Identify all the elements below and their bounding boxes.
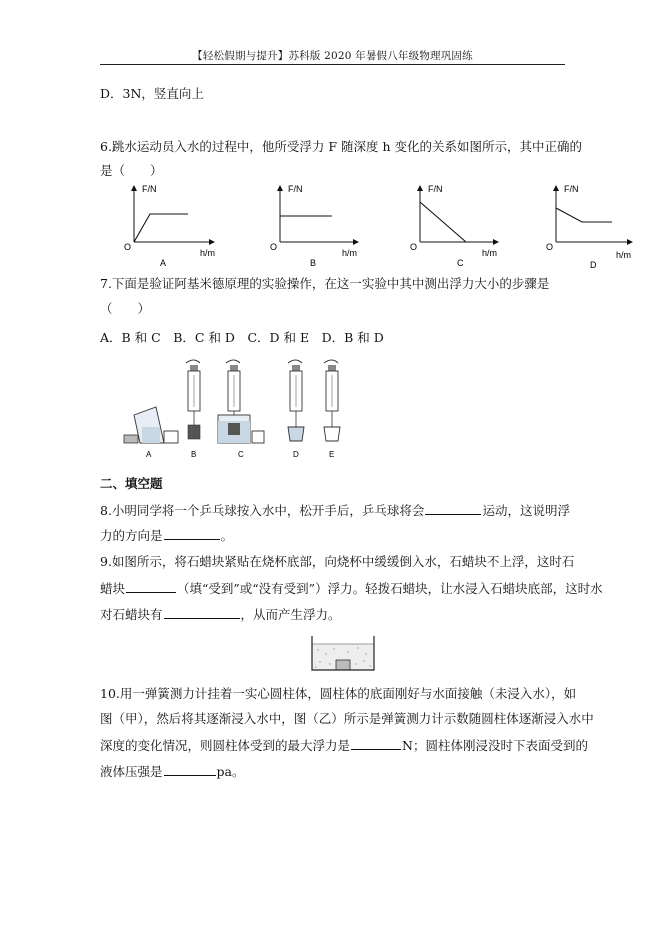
q8-line1-a: 8.小明同学将一个乒乓球按入水中，松开手后，乒乓球将会 bbox=[100, 503, 425, 518]
fig-d-scale-with-water-cup bbox=[288, 360, 304, 459]
q10-line4-a: 液体压强是 bbox=[100, 764, 163, 779]
graph-b-label: B bbox=[310, 258, 317, 268]
q10-line3-b: N；圆柱体刚浸没时下表面受到的 bbox=[402, 738, 588, 753]
q7-line2: （ ） bbox=[100, 301, 151, 316]
graph-a-label: A bbox=[160, 258, 167, 268]
graph-c-origin: O bbox=[410, 242, 418, 252]
graph-d-y-axis: F/N bbox=[564, 184, 579, 194]
q8-blank-1[interactable] bbox=[425, 502, 481, 515]
q10-line3-a: 深度的变化情况，则圆柱体受到的最大浮力是 bbox=[100, 738, 351, 753]
q10-line3 bbox=[100, 737, 588, 754]
q10-line1: 10.用一弹簧测力计挂着一实心圆柱体，圆柱体的底面刚好与水面接触（未浸入水），如 bbox=[100, 686, 577, 701]
q8-line1 bbox=[100, 502, 570, 519]
graph-c-x-axis: h/m bbox=[482, 248, 498, 258]
q9-line3-a: 对石蜡块有 bbox=[100, 607, 163, 622]
fig-label-b: B bbox=[191, 450, 197, 459]
graph-b-origin: O bbox=[270, 242, 278, 252]
q6-graphs bbox=[120, 180, 640, 272]
graph-d-label: D bbox=[590, 260, 597, 270]
fig-a-overflow-setup bbox=[124, 407, 178, 459]
q9-line2 bbox=[100, 580, 603, 597]
q9-line3 bbox=[100, 606, 341, 623]
q9-blank-1[interactable] bbox=[126, 580, 176, 593]
q7-options: A．B 和 C B．C 和 D C．D 和 E D．B 和 D bbox=[100, 330, 384, 345]
q8-blank-2[interactable] bbox=[164, 527, 220, 540]
graph-a bbox=[124, 184, 215, 268]
graph-b bbox=[270, 184, 357, 268]
q9-blank-2[interactable] bbox=[164, 606, 240, 619]
section-title-fill-in: 二、填空题 bbox=[100, 476, 163, 491]
fig-label-d: D bbox=[293, 450, 299, 459]
graph-a-y-axis: F/N bbox=[142, 184, 157, 194]
graph-a-x-axis: h/m bbox=[200, 248, 216, 258]
q8-line2-b: 。 bbox=[220, 528, 234, 543]
graph-d-x-axis: h/m bbox=[616, 250, 632, 260]
q5-option-d: D．3N，竖直向上 bbox=[100, 86, 204, 101]
q10-blank-2[interactable] bbox=[164, 763, 216, 776]
q7-apparatus-figure bbox=[120, 355, 360, 463]
fig-e-scale-with-empty-cup bbox=[324, 360, 340, 459]
q10-line4 bbox=[100, 763, 244, 780]
fig-label-e: E bbox=[329, 450, 335, 459]
graph-a-origin: O bbox=[124, 242, 132, 252]
fig-label-a: A bbox=[146, 450, 152, 459]
q10-line2: 图（甲），然后将其逐渐浸入水中，图（乙）所示是弹簧测力计示数随圆柱体逐渐浸入水中 bbox=[100, 711, 594, 726]
graph-b-y-axis: F/N bbox=[288, 184, 303, 194]
graph-d-origin: O bbox=[546, 242, 554, 252]
q9-beaker-figure bbox=[308, 634, 378, 674]
graph-c-label: C bbox=[457, 258, 464, 268]
q8-line2-a: 力的方向是 bbox=[100, 528, 163, 543]
q9-line2-a: 蜡块 bbox=[100, 581, 126, 596]
q8-line1-b: 运动，这说明浮 bbox=[482, 503, 570, 518]
q7-line1: 7.下面是验证阿基米德原理的实验操作，在这一实验中其中测出浮力大小的步骤是 bbox=[100, 276, 550, 291]
page-header: 【轻松假期与提升】苏科版 2020 年暑假八年级物理巩固练 bbox=[192, 50, 473, 62]
q6-line2: 是（ ） bbox=[100, 163, 163, 178]
q6-line1: 6.跳水运动员入水的过程中，他所受浮力 F 随深度 h 变化的关系如图所示，其中正确的 bbox=[100, 139, 583, 154]
graph-d bbox=[546, 184, 631, 270]
fig-b-scale bbox=[186, 360, 200, 459]
q9-line1: 9.如图所示，将石蜡块紧贴在烧杯底部，向烧杯中缓缓倒入水，石蜡块不上浮，这时石 bbox=[100, 554, 575, 569]
graph-b-x-axis: h/m bbox=[342, 248, 358, 258]
q8-line2 bbox=[100, 527, 233, 544]
graph-c bbox=[410, 184, 497, 268]
q10-blank-1[interactable] bbox=[351, 737, 401, 750]
q10-line4-b: pa。 bbox=[216, 764, 245, 779]
q9-line3-b: ，从而产生浮力。 bbox=[240, 607, 341, 622]
q9-line2-b: （填“受到”或“没有受到”）浮力。轻拨石蜡块，让水浸入石蜡块底部，这时水 bbox=[177, 581, 603, 596]
fig-label-c: C bbox=[238, 450, 244, 459]
header-rule bbox=[100, 64, 565, 65]
fig-c-scale-in-water bbox=[218, 360, 264, 459]
wax-block bbox=[336, 660, 350, 670]
graph-c-y-axis: F/N bbox=[428, 184, 443, 194]
